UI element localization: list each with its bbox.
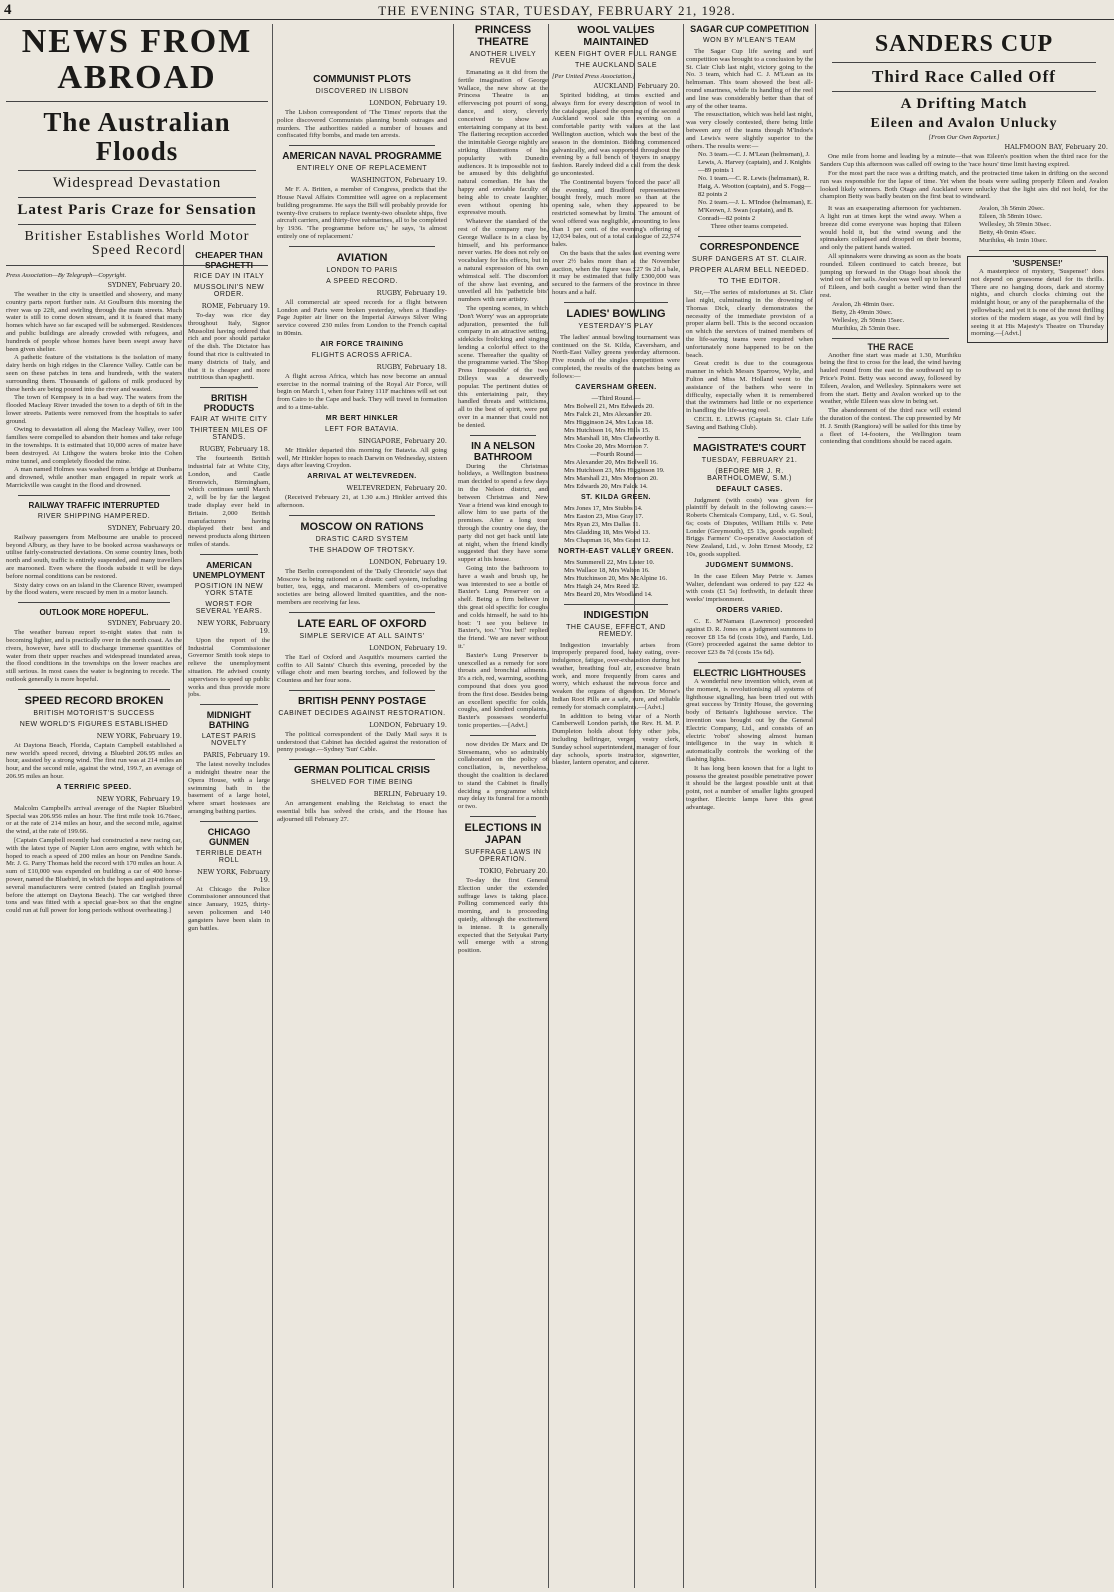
article-body: Indigestion invariably arises from improperly prepared food, hasty eating, over-indulgence, fatigue, over-exhaustion during hot weather, breathing foul air, excessive brain work, and more frequently from cares and worry, which exhaust the nervous force and weaken the organs of digestion. Dr Morse's Indian Root Pills are a safe, sure, and reliable remedy for stomach complaints.—[Advt.] In addition to being vicar of a North Camberwell London parish, the Rev. H. M. P. Dumpleton holds about forty other jobs, including bellringer, verger, vestry clerk, Sunday school superintendent, manager of four day schools, sports instructor, signwriter, blaster, lantern operator, and caterer. xyxy=(552,641,680,767)
column-theatre xyxy=(458,24,548,1588)
section-subheading: LEFT FOR BATAVIA. xyxy=(324,425,400,433)
dateline: BERLIN, February 19. xyxy=(373,790,447,799)
time-line: Eileen, 3h 58min 10sec. xyxy=(979,213,1043,221)
article-body: At Daytona Beach, Florida, Captain Campbell established a new world's speed record, driving a Bluebird 206.95 miles an hour, assisted by a strong wind. The first run was at 214 miles an hour, and the second mile, against the wind, 199.7, an average of 206.95 miles an hour. xyxy=(6,741,182,780)
section-heading: COMMUNIST PLOTS xyxy=(313,74,411,85)
section-subheading: WORST FOR SEVERAL YEARS. xyxy=(195,600,263,615)
article-body: Emanating as it did from the fertile imagination of George Wallace, the new show at the Princess Theatre is an effervescing pot pourri of song, dance, and story, cleverly conceived to show an entertaining company at its best. The flattering reception accorded the inimitable George nightly are striking illustrations of his popularity with Dunedin audiences. It is impossible not to be amused by this delightful natural comedian. He has the happy and enviable faculty of being able to create laughter, even without opening his expressive mouth. Whatever the standard of the rest of the company may be, George Wallace is in a class by himself, and his performance never varies. He does not rely on vocabulary for his effects, but in a natural expression of his own whimsical self. The discomfort of the show last evening, and unveiled all his 'patheticle bits' numbers with rare artistry. The opening scenes, in which 'Don't Worry' was an appropriate adjuration, presented the full company in an attractive setting, sidekicks frolicking and singing lending a colorful effect to the scene. Thereafter the quality of the programme varied. The 'Shop Press Impossible' of the two Dilleys was a deservedly popular. The pertinent duties of this entertaining pair, they handled threats and witticisms, all to the best of spirit, were put over in a manner that could not be denied. xyxy=(458,69,548,429)
article-body: Sir,—The series of misfortunes at St. Clair last night, culminating in the drowning of Thomas Dick, clearly demonstrates the necessity of the immediate provision of a proper alarm bell. This is the second occasion on which the services of trained members of the life-saving teams were required when unfortunately none happened to be on the beach. Great credit is due to the courageous manner in which Messrs Sparrow, Wylie, and Fulton and Miss M. Holland went to the assistance of the bathers who were in difficulty, especially when it is remembered that the swimmers had little or no experience in handling the life-saving reel. CECIL E. LEWIS (Captain St. Clair Life Saving and Bathing Club). xyxy=(686,289,813,431)
dateline: SYDNEY, February 20. xyxy=(107,280,182,289)
time-line: Murihiku, 4h 1min 10sec. xyxy=(979,237,1048,245)
section-subheading: SUFFRAGE LAWS IN OPERATION. xyxy=(464,848,542,863)
article-body: Mr Hinkler departed this morning for Batavia. All going well, Mr Hinkler hopes to reach Darwin on Wednesday, sixteen days after leaving Croydon. xyxy=(277,446,447,470)
result-line: Mrs Higginson 24, Mrs Lucas 18. xyxy=(564,418,654,426)
article-body: A wonderful new invention which, even at the moment, is revolutionising all systems of lighthouse signalling, has been tried out with great success by Trinity House, the governing body of Britain's lighthouse service. The invention was brought out by the General Electric Company, Ltd., and consists of an electric 'robot' showing almost human intelligence in the way in which it automatically controls the working of the flashing lights. It has long been known that for a light to possess the greatest possible penetrative power it should be the largest possible unit at that point, not a number of smaller lights grouped together. Electric lamps have this great advantage. xyxy=(686,678,813,811)
dateline: LONDON, February 19. xyxy=(369,720,447,729)
section-subheading: PROPER ALARM BELL NEEDED. xyxy=(689,267,810,275)
article-body: The Earl of Oxford and Asquith's mourners carried the coffin to All Saints' Church this evening, preceded by the village choir and men bearing torches, and followed by the Countess and her four sons. xyxy=(277,653,447,685)
section-heading: CHEAPER THAN SPAGHETTI xyxy=(195,250,263,270)
column-sanders-cup xyxy=(820,24,1108,1588)
column-rule xyxy=(815,24,816,1588)
article-body: An arrangement enabling the Reichstag to enact the essential bills has solved the crisis, and the House has adjourned till February 27. xyxy=(277,800,447,823)
section-subheading: FLIGHTS ACROSS AFRICA. xyxy=(311,351,413,359)
article-body: The ladies' annual bowling tournament was continued on the St. Kilda, Caversham, and North-East Valley greens yesterday afternoon. Five rounds of the singles competition were completed, the results of the matches being as follows:— xyxy=(552,333,680,380)
result-line: Mrs Alexander 20, Mrs Bolwell 16. xyxy=(564,458,658,466)
results-list xyxy=(552,505,680,545)
subheadline: A Drifting Match xyxy=(900,96,1028,113)
banner-headline: NEWS FROM ABROAD xyxy=(21,24,253,96)
dateline: SINGAPORE, February 20. xyxy=(358,436,447,445)
result-line: Mrs Gladding 18, Mrs Wood 13. xyxy=(564,528,650,536)
results-list xyxy=(686,151,813,223)
time-line: Murihiku, 2h 53min 0sec. xyxy=(832,324,901,332)
section-heading: WOOL VALUES MAINTAINED xyxy=(577,24,655,48)
section-heading: GERMAN POLITICAL CRISIS xyxy=(294,765,430,777)
article-body: Railway passengers from Melbourne are unable to proceed beyond Albury, as they have to be booked across washaways or utilise fairly-constructed deviations. On some country lines, both north and south, traffic is entirely suspended, and many travellers are marooned. Even where the floods subside it will be days before normal conditions can be restored. Sixty dairy cows on an island in the Clarence River, swamped by the flood waters, were rescued by men in a motor launch. xyxy=(6,533,182,597)
result-line: Mrs Hutchison 16, Mrs Hills 15. xyxy=(564,426,650,434)
section-heading: LADIES' BOWLING xyxy=(566,307,666,320)
dateline: NEW YORK, February 19. xyxy=(197,867,270,884)
article-body: Judgment (with costs) was given for plaintiff by default in the following cases:—Roberts Chemicals Company, Ltd., v. G. Soul, 6s; costs of Disputes, William Hills v. Pete Londer (Greymouth), £5 13s, goods supplied; Briggs Farmers' Co-operative Association of New Zealand, Ltd., v. John Ernest Moody, £2 10s, goods supplied. xyxy=(686,496,813,559)
subheadline: Latest Paris Craze for Sensation xyxy=(17,201,257,218)
time-line: Avalon, 2h 48min 0sec. xyxy=(832,300,895,308)
suspense-advert: 'SUSPENSE!' A masterpiece of mystery, 'Suspense!' does not depend on gruesome detail for its thrills. There are no hanging doors, dark and stormy nights, and church clocks chiming out the midnight hour, or any of the paraphernalia of the yellowback; and yet it is one of the most thrilling stories of the modern stage, as you will find by seeing it at His Majesty's Theatre on Thursday morning.—[Advt.] xyxy=(967,256,1108,343)
result-line: Mrs Haigh 24, Mrs Reed 12. xyxy=(564,582,640,590)
column-rule xyxy=(548,24,549,1588)
result-line: Mrs Chapman 16, Mrs Grant 12. xyxy=(564,536,651,544)
times-list xyxy=(967,205,1108,245)
section-subheading: DRASTIC CARD SYSTEM xyxy=(315,535,409,543)
result-line: Mrs Easton 23, Miss Gray 17. xyxy=(564,512,644,520)
section-subheading: KEEN FIGHT OVER FULL RANGE xyxy=(554,51,678,58)
section-subheading: DISCOVERED IN LISBON xyxy=(315,88,409,95)
article-body: During the Christmas holidays, a Wellington business man decided to spend a few days in the Nelson district, and between Christmas and New Year a friend was kind enough to allow him to use parts of the premises. After a long tour through the country one day, the party did not get back until late at night, when the friend kindly suggested that they have some supper at his house. Going into the bathroom to have a wash and brush up, he was interested to see a bottle of Baxter's Lung Preserver on a shelf. Being a firm believer in this great old specific for coughs and colds himself, he said to his host: 'I see you believe in Baxter's, too.' 'You bet!' replied the friend. 'We are never without it.' Baxter's Lung Preserver is unexcelled as a remedy for sore throats and bronchial ailments. It's a rich, red, warming, soothing compound that does you good from the first dose. Besides being an excellent specific for colds, coughs, and kindred complaints, Baxter's possesses wonderful tonic properties.—[Advt.] xyxy=(458,462,548,729)
result-line: Mrs Bolwell 21, Mrs Edwards 20. xyxy=(564,402,654,410)
article-body: One mile from home and leading by a minute—that was Eileen's position when the third race for the Sanders Cup this afternoon was called off owing to the 'race hours' time limit having expired. For the most part the race was a drifting match, and the protracted time taken in drifting on the second run was responsible for the lapse of time. Yet when the boats were sailing properly Eileen and Avalon looked likely winners. Both Otago and Auckland were unlucky that the light airs did not hold, for the champion Betty was badly beaten on the first beat to windward. xyxy=(820,153,1108,201)
section-subheading: LATEST PARIS NOVELTY xyxy=(201,733,257,748)
section-heading: MOSCOW ON RATIONS xyxy=(300,520,424,533)
time-line: Betty, 4h 0min 45sec. xyxy=(979,229,1037,237)
section-subheading: MR BERT HINKLER xyxy=(325,414,399,422)
results-list xyxy=(552,559,680,599)
result-line: Mrs Hutchinson 20, Mrs McAlpine 16. xyxy=(564,574,668,582)
article-body: The political correspondent of the Daily Mail says it is understood that Cabinet has decided against the restoration of penny postage.—Sydney 'Sun' Cable. xyxy=(277,730,447,754)
section-subheading: ORDERS VARIED. xyxy=(716,607,783,615)
section-subheading: MUSSOLINI'S NEW ORDER. xyxy=(193,284,265,298)
dateline: PARIS, February 19. xyxy=(203,751,270,760)
subheadline: Widespread Devastation xyxy=(52,175,222,192)
dateline: SYDNEY, February 20. xyxy=(107,523,182,532)
section-heading: BRITISH PENNY POSTAGE xyxy=(298,695,426,707)
article-body: All commercial air speed records for a flight between London and Paris were broken yesterday, when a Handley-Page Jupiter air liner on the Imperial Airways Silver Wing service covered 230 miles from London to the French capital in 80min. xyxy=(277,298,447,337)
article-body: The Sagar Cup life saving and surf competition was brought to a conclusion by the St. Clair Club last night, victory going to the No. 3 team, which had C. J. M'Lean as its helmsman. This team showed the best all-round smartness, while its handling of the reel and line was considerably better than that of any of the other teams. The resuscitation, which was held last night, was very closely contested, there being little between any of the teams though M'Indoe's and Lewis's were slightly superior to the others. The results were:— xyxy=(686,48,813,150)
section-subheading: THIRTEEN MILES OF STANDS. xyxy=(190,427,268,442)
section-heading: SAGAR CUP COMPETITION xyxy=(690,24,809,34)
result-line: No. 3 team.—C. J. M'Lean (helmsman), J. Lewis, A. Harvey (captain), and J. Knights—89 points 1 xyxy=(698,151,811,175)
section-subheading: TERRIBLE DEATH ROLL xyxy=(195,849,263,864)
column-cables xyxy=(188,250,270,1588)
column-rule xyxy=(683,24,684,1588)
section-subheading: TO THE EDITOR. xyxy=(718,278,781,286)
round-heading: —Third Round.— xyxy=(591,394,641,402)
section-heading: THE RACE xyxy=(867,341,914,352)
column-rule xyxy=(453,24,454,1588)
section-heading: IN A NELSON BATHROOM xyxy=(471,440,535,463)
masthead xyxy=(0,0,1114,20)
article-body: To-day was rice day throughout Italy, Signor Mussolini having ordered that rich and poor should partake of the dish. The Dictator has found that rice is cultivated in many districts of Italy, and that it is cheaper and more nutritious than spaghetti. xyxy=(188,312,270,382)
section-subheading: LONDON TO PARIS xyxy=(326,266,398,274)
article-body: The latest novelty includes a midnight theatre near the Opera House, with a large swimming bath in the basement of a large hotel, where smart hostesses are arranging bathing parties. xyxy=(188,761,270,815)
dateline: WELTEVREDEN, February 20. xyxy=(346,484,447,493)
result-line: Mrs Summerell 22, Mrs Lister 10. xyxy=(564,558,655,566)
section-subheading: YESTERDAY'S PLAY xyxy=(578,322,654,330)
section-subheading: ARRIVAL AT WELTEVREDEN. xyxy=(307,473,417,481)
result-line: Mrs Cooke 20, Mrs Morrison 7. xyxy=(564,442,649,450)
dateline: HALFMOON BAY, February 20. xyxy=(1004,143,1108,152)
subheadline: Britisher Establishes World Motor Speed Record xyxy=(24,228,250,259)
section-subheading: POSITION IN NEW YORK STATE xyxy=(194,582,264,597)
article-body: Mr F. A. Britten, a member of Congress, predicts that the House Naval Affairs Committee will agree on a replacement building programme. He says the Bill will probably provide for twenty-five cruisers to replace twenty-two obsolete ships, five aircraft carriers, and thirty-five submarines, all to be completed by 1936. 'The programme before us,' he says, 'is almost entirely one of replacement.' xyxy=(277,186,447,240)
page-number: 4 xyxy=(4,2,12,18)
section-heading: CHICAGO GUNMEN xyxy=(207,826,251,847)
result-line: Mrs Wallace 18, Mrs Walton 16. xyxy=(564,566,650,574)
times-list xyxy=(820,301,961,333)
headline: SANDERS CUP xyxy=(874,31,1054,57)
dateline: LONDON, February 19. xyxy=(369,99,447,107)
section-subheading: THE CAUSE, EFFECT, AND REMEDY. xyxy=(566,623,666,638)
result-line: Mrs Edwards 20, Mrs Falck 14. xyxy=(564,482,648,490)
dateline: RUGBY, February 18. xyxy=(199,445,270,454)
section-subheading: A TERRIFIC SPEED. xyxy=(56,783,132,791)
section-heading: RAILWAY TRAFFIC INTERRUPTED xyxy=(28,500,160,510)
section-subheading: SIMPLE SERVICE AT ALL SAINTS' xyxy=(299,632,425,640)
section-subheading: WON BY M'LEAN'S TEAM xyxy=(703,37,796,44)
article-body: Malcolm Campbell's arrival average of the Napier Bluebird Special was 206.956 miles an hour. The first mile took 16.76sec, or at the rate of 214 miles an hour, and the second mile, against the wind, at the rate of 199.66. [Captain Campbell recently had constructed a new racing car, with the latest type of Napier Lion aero engine, with which he hoped to reach a speed of 200 miles an hour on Pendine Sands. Mr. J. G. Parry Thomas held the record with 170 miles an hour. A sum of £10,000 was expended on building a car of 400 horse-power, named the Bluebird, in which the hopes and aspirations of several manufacturers were centred (stated an English journal before the attempt on Daytona Beach). The car weighed three tons and was fitted with a special gear-box so that the engine could run at full power for long periods without overheating.] xyxy=(6,804,182,915)
article-body: A flight across Africa, which has now become an annual exercise in the normal training of the Royal Air Force, will begin on March 1, when four Fairey 111F machines will set out from Cairo to the Cape and back. They will travel in formation and to a time-table. xyxy=(277,372,447,411)
result-line: No. 1 team.—C. R. Lewis (helmsman), R. Haig, A. Wootton (captain), and S. Fogg—82 points 2 xyxy=(698,175,811,199)
section-subheading: TUESDAY, FEBRUARY 21. xyxy=(701,456,798,464)
green-heading: ST. KILDA GREEN. xyxy=(581,493,651,501)
article-body: At Chicago the Police Commissioner announced that since January, 1925, thirty-seven policemen and 140 gangsters have been slain in gun battles. xyxy=(188,885,270,932)
article-body: C. E. M'Namara (Lawrence) proceeded against D. R. Jones on a judgment summons to recover £8 15s 6d (costs 10s), and Fardo, Ltd. (Gore) proceeded against the same debtor to recover £23 8s 7d (costs 15s 6d). xyxy=(686,618,813,657)
article-body: Upon the report of the Industrial Commissioner Governor Smith took steps to relieve the unemployment situation. He advised county supervisors to speed up public works and thus provide more jobs. xyxy=(188,636,270,699)
result-line: Mrs Falck 21, Mrs Alexander 20. xyxy=(564,410,652,418)
section-heading: SPEED RECORD BROKEN xyxy=(24,694,164,707)
section-heading: AMERICAN NAVAL PROGRAMME xyxy=(282,151,442,163)
section-subheading: JUDGMENT SUMMONS. xyxy=(705,561,794,569)
column-rule xyxy=(272,24,273,1588)
section-subheading: (BEFORE MR J. R. BARTHOLOMEW, S.M.) xyxy=(707,467,792,482)
section-heading: PRINCESS THEATRE xyxy=(474,24,532,48)
section-heading: INDIGESTION xyxy=(583,609,649,621)
section-heading: ELECTIONS IN JAPAN xyxy=(464,821,542,846)
round-heading: —Fourth Round.— xyxy=(590,450,642,458)
result-line: Mrs Jones 17, Mrs Stubbs 14. xyxy=(564,504,643,512)
article-body xyxy=(967,205,1108,447)
dateline: NEW YORK, February 19. xyxy=(96,794,182,803)
headline: The Australian Floods xyxy=(43,107,231,166)
dateline: SYDNEY, February 20. xyxy=(107,619,182,628)
section-subheading: SHELVED FOR TIME BEING xyxy=(310,779,414,787)
section-heading: OUTLOOK MORE HOPEFUL. xyxy=(39,608,149,618)
section-heading: AVIATION xyxy=(336,251,388,264)
section-subheading: NEW WORLD'S FIGURES ESTABLISHED xyxy=(19,720,169,728)
article-body: In the case Eileen May Petrie v. James Walter, defendant was ordered to pay £22 4s with costs (£1 5s) forthwith, in default three weeks' imprisonment. xyxy=(686,572,813,604)
section-heading: BRITISH PRODUCTS xyxy=(203,393,255,414)
section-subheading: THE AUCKLAND SALE xyxy=(574,62,658,69)
section-subheading: BRITISH MOTORIST'S SUCCESS xyxy=(33,709,155,717)
section-heading: ELECTRIC LIGHTHOUSES xyxy=(693,668,806,679)
article-body: The Berlin correspondent of the 'Daily Chronicle' says that Moscow is being rationed on a drastic card system, including butter, tea, eggs, and macaroni. Members of co-operative societies are being allowed limited quantities, and the non-members are receiving far less. xyxy=(277,567,447,606)
section-subheading: A SPEED RECORD. xyxy=(326,277,398,285)
section-heading: MAGISTRATE'S COURT xyxy=(693,442,806,454)
dateline: AUCKLAND, February 20. xyxy=(593,82,680,90)
section-heading: LATE EARL OF OXFORD xyxy=(297,617,427,630)
article-body: (Received February 21, at 1.30 a.m.) Hinkler arrived this afternoon. xyxy=(277,494,447,509)
section-subheading: CABINET DECIDES AGAINST RESTORATION. xyxy=(278,709,446,717)
article-body: The weather bureau report to-night states that rain is becoming lighter, and is practically over in the north coast. As the rivers, however, have still to discharge immense quantities of water from their upper reaches and widespread inundated areas, the flood conditions in the townships on the lower reaches are still serious. In most cases the water is beginning to recede. The outlook generally is more hopeful. xyxy=(6,629,182,684)
section-subheading: SURF DANGERS AT ST. CLAIR. xyxy=(691,256,808,264)
wire-credit: [From Our Own Reporter.] xyxy=(928,134,1000,142)
article-body: It was an exasperating afternoon for yachtsmen. A light run at times kept the wind away. When a breeze did come everyone was hoping that Eileen would hold it, but the wind swung and the spinnakers collapsed and drooped on their booms, and only the patient hands waited. All spinnakers were drawing as soon as the boats rounded. Eileen continued to catch breeze, but jumping up forward in the Otago boat shook the wind out of her sails. Avalon was well up to leeward of Eileen, and both caught a better wind than the rest. Avalon, 2h 48min 0sec. Betty, 2h 49min 30sec. Wellesley, 2h 50min 15sec. Murihiku, 2h 53min 0sec. THE RACE Another fine start was made at 1.30, Murihiku being the first to cross for the lead, the wind having hauled round from the east to the southward up to Price's Point. Betty was second away, followed by Eileen, Avalon, and Wellesley. Spinnakers were set from the start. Betty and Avalon worked up to the weather, while Eileen was slow in being set. The abandonment of the third race will extend the duration of the contest. The cup presented by Mr H. J. Smith (Rangiora) will be sailed for this time by a fleet of 14-footers, the Wellington team contending that conditions should be raced again. xyxy=(820,205,961,446)
section-heading: CORRESPONDENCE xyxy=(699,242,800,254)
newspaper-masthead: THE EVENING STAR, TUESDAY, FEBRUARY 21, 1928. xyxy=(378,3,736,18)
column-wool-bowling xyxy=(552,24,680,1588)
dateline: LONDON, February 19. xyxy=(369,557,447,566)
article-body: The fourteenth British industrial fair at White City, London, and Castle Bromwich, Birmingham, which continues until March 2, will be by far the largest trade display ever held in Britain. 2,000 British manufacturers having displayed their best and newest products along thirteen miles of stands. xyxy=(188,455,270,548)
dateline: LONDON, February 19. xyxy=(369,643,447,652)
dateline: ROME, February 19. xyxy=(201,302,270,310)
green-heading: CAVERSHAM GREEN. xyxy=(575,383,657,391)
article-body: The Lisbon correspondent of 'The Times' reports that the police discovered Communists planning bomb outrages and murders. The authorities raided a number of houses and confiscated fifty bombs, and made ten arrests. xyxy=(277,109,447,140)
section-subheading: DEFAULT CASES. xyxy=(716,485,783,493)
column-sagar-cup-court-lighthouse xyxy=(686,24,813,1588)
results-list xyxy=(552,459,680,491)
advert-heading: 'SUSPENSE!' xyxy=(1012,259,1063,269)
article-body: Spirited bidding, at times excited and always firm for every description of wool in the catalogue, placed the opening of the second Auckland wool sale this evening on a comfortable parity with values at the last Wellington auction, which was the best of the season in the dominion. Bidding commenced galvanically, and was supported throughout the evening by a full bench of buyers in snappy fashion. Rarely indeed did a call from the desk go uncontested. The Continental buyers 'forced the pace' all the evening, and Bradford representatives bought freely, much more so than at the opening sale, when they appeared to be restricted somewhat by limits. The amount of wool offered was negligible, amounting to less than 1 per cent. of the evening's offering of 12,034 bales, out of a total catalogue of 22,574 bales. On the basis that the sales last evening were over 2½ bales more than at the November auction, when the figure was £27 9s 2d a bale, it may be estimated that fully £300,000 was secured to the farmers of the province in three hours and a half. xyxy=(552,92,680,296)
article-body: now divides Dr Marx and Dr Stresemann, who so admirably collaborated on the policy of conciliation, is, nevertheless, thought the coalition is declared to stand the Cabinet is finally deciding a programme which may delay its funeral for a month or two. xyxy=(458,740,548,811)
subheadline: Third Race Called Off xyxy=(872,67,1056,87)
dateline: NEW YORK, February 19. xyxy=(197,618,270,635)
article-body: To-day the first General Election under the extended suffrage laws is taking place. Polling commenced early this morning, and is proceeding quietly, although the excitement is intense. It is generally expected that the Seiyukai Party will emerge with a strong position. xyxy=(458,876,548,955)
time-line: Wellesley, 2h 50min 15sec. xyxy=(832,316,905,324)
dateline: RUGBY, February 18. xyxy=(376,362,447,371)
wire-credit: [Per United Press Association.] xyxy=(552,73,636,80)
results-list xyxy=(552,403,680,451)
section-subheading: RICE DAY IN ITALY xyxy=(193,273,265,280)
article-body: The weather in the city is unsettled and showery, and many country parts report further rain. At Goulburn this morning the river was up 22ft, and swirling through the main streets. Much water is still to come down stream, and it is feared that many homes which have so far escaped will be submerged. Residences and public buildings are already crowded with refugees, and hundreds of people whose homes have been swept away have been given shelter. A pathetic feature of the visitations is the isolation of many dairy herds on high ridges in the Clarence Valley. Cattle can be seen on these patches in tens and hundreds, with the waters surrounding them. Thousands of gallons of milk produced by these herds are being poured into the river and wasted. The town of Kempsey is in a bad way. The waters from the flooded Macleay River invaded the town to a depth of 6ft in the lower streets. Patients were removed from the hospitals to safer ground. Owing to devastation all along the Macleay Valley, over 100 families were compelled to abandon their homes and take refuge in the townships. It is estimated that 10,000 acres of maize have been destroyed. At Lithgow the waters broke into the Cohen mine tunnel, and completely flooded the mine. A man named Holmes was washed from a bridge at Dunbarra and drowned, while another man engaged in repair work at Marrickville was caught in the flood and drowned. xyxy=(6,290,182,490)
time-line: Wellesley, 3h 59min 30sec. xyxy=(979,221,1052,229)
section-subheading: ANOTHER LIVELY REVUE xyxy=(469,51,537,65)
green-heading: NORTH-EAST VALLEY GREEN. xyxy=(558,547,674,555)
section-subheading: ENTIRELY ONE OF REPLACEMENT xyxy=(296,165,428,173)
result-line: Mrs Hutchison 23, Mrs Higginson 19. xyxy=(564,466,665,474)
section-heading: AMERICAN UNEMPLOYMENT xyxy=(192,559,266,580)
section-subheading: AIR FORCE TRAINING xyxy=(320,340,404,348)
result-line: Mrs Marshall 18, Mrs Clatworthy 8. xyxy=(564,434,660,442)
section-heading: MIDNIGHT BATHING xyxy=(206,710,252,731)
section-subheading: RIVER SHIPPING HAMPERED. xyxy=(37,512,151,520)
result-line: Mrs Marshall 21, Mrs Morrison 20. xyxy=(564,474,658,482)
dateline: NEW YORK, February 19. xyxy=(96,731,182,740)
note: Three other teams competed. xyxy=(710,223,789,231)
subheadline: Eileen and Avalon Unlucky xyxy=(870,115,1058,131)
section-subheading: THE SHADOW OF TROTSKY. xyxy=(308,546,416,554)
wire-credit: Press Association—By Telegraph—Copyright. xyxy=(6,271,127,279)
result-line: Mrs Ryan 23, Mrs Dallas 11. xyxy=(564,520,641,528)
column-cable-news xyxy=(277,24,447,1588)
dateline: TOKIO, February 20. xyxy=(479,866,548,875)
dateline: RUGBY, February 19. xyxy=(376,288,447,297)
section-subheading: FAIR AT WHITE CITY xyxy=(190,416,268,424)
result-line: No. 2 team.—J. L. M'Indoe (helmsman), E. M'Keown, J. Swan (captain), and B. Conradi—82 points 2 xyxy=(698,199,813,223)
time-line: Betty, 2h 49min 30sec. xyxy=(832,308,893,316)
time-line: Avalon, 3h 56min 20sec. xyxy=(979,205,1045,213)
result-line: Mrs Beard 20, Mrs Woodland 14. xyxy=(564,590,653,598)
dateline: WASHINGTON, February 19. xyxy=(350,176,447,185)
